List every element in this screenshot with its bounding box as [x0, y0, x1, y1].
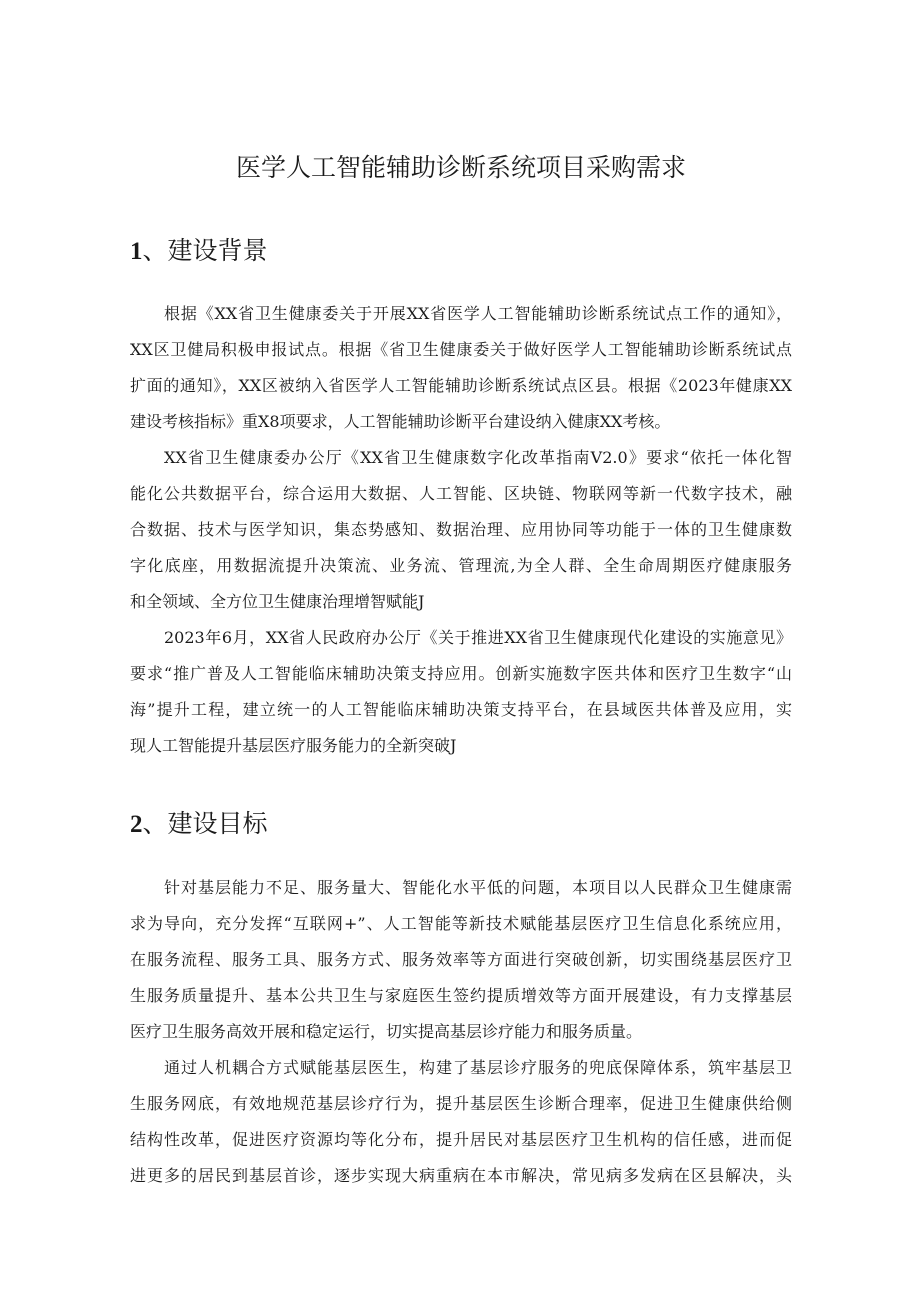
- paragraph-line: 海”提升工程，建立统一的人工智能临床辅助决策支持平台，在县域医共体普及应用，实: [130, 700, 792, 719]
- paragraph-line: 能化公共数据平台，综合运用大数据、人工智能、区块链、物联网等新一代数字技术，融: [130, 484, 792, 503]
- paragraph: [130, 620, 792, 764]
- paragraph-line: 现人工智能提升基层医疗服务能力的全新突破J: [130, 736, 457, 755]
- section-title: 、建设目标: [142, 809, 268, 838]
- paragraph-line: 通过人机耦合方式赋能基层医生，构建了基层诊疗服务的兜底保障体系，筑牢基层卫: [164, 1058, 792, 1077]
- section-title: 、建设背景: [142, 236, 268, 265]
- paragraph-line: 建设考核指标》重X8项要求，人工智能辅助诊断平台建设纳入健康XX考核。: [130, 412, 671, 431]
- paragraph-line: 根据《XX省卫生健康委关于开展XX省医学人工智能辅助诊断系统试点工作的通知》，: [164, 304, 792, 323]
- paragraph: [130, 870, 792, 1050]
- paragraph-line: 结构性改革，促进医疗资源均等化分布，提升居民对基层医疗卫生机构的信任感，进而促: [130, 1130, 792, 1149]
- paragraph-line: 合数据、技术与医学知识，集态势感知、数据治理、应用协同等功能于一体的卫生健康数: [130, 520, 792, 539]
- paragraph: [130, 296, 792, 440]
- section-number: 1: [130, 238, 143, 265]
- paragraph-line: 求为导向，充分发挥“互联网+”、人工智能等新技术赋能基层医疗卫生信息化系统应用，: [130, 914, 792, 933]
- paragraph-line: 生服务质量提升、基本公共卫生与家庭医生签约提质增效等方面开展建设，有力支撑基层: [130, 986, 792, 1005]
- document-title: 医学人工智能辅助诊断系统项目采购需求: [235, 153, 686, 182]
- paragraph-line: XX区卫健局积极申报试点。根据《省卫生健康委关于做好医学人工智能辅助诊断系统试点: [130, 340, 792, 359]
- paragraph-line: 扩面的通知》，XX区被纳入省医学人工智能辅助诊断系统试点区县。根据《2023年健康XX: [130, 376, 792, 395]
- paragraph-line: 和全领域、全方位卫生健康治理增智赋能J: [130, 592, 425, 611]
- paragraph-line: 针对基层能力不足、服务量大、智能化水平低的问题，本项目以人民群众卫生健康需: [164, 878, 792, 897]
- paragraph: [130, 440, 792, 620]
- paragraph-line: 2023年6月，XX省人民政府办公厅《关于推进XX省卫生健康现代化建设的实施意见》: [164, 628, 792, 647]
- section-heading-background: [130, 233, 268, 270]
- paragraph-line: 生服务网底，有效地规范基层诊疗行为，提升基层医生诊断合理率，促进卫生健康供给侧: [130, 1094, 792, 1113]
- paragraph-line: 医疗卫生服务高效开展和稳定运行，切实提高基层诊疗能力和服务质量。: [130, 1022, 643, 1041]
- paragraph: [130, 1050, 792, 1194]
- paragraph-line: 进更多的居民到基层首诊，逐步实现大病重病在本市解决，常见病多发病在区县解决，头: [130, 1166, 792, 1185]
- paragraph-line: 在服务流程、服务工具、服务方式、服务效率等方面进行突破创新，切实围绕基层医疗卫: [130, 950, 792, 969]
- paragraph-line: 要求“推广普及人工智能临床辅助决策支持应用。创新实施数字医共体和医疗卫生数字“山: [130, 664, 792, 683]
- section-number: 2: [130, 811, 143, 838]
- section-heading-goals: [130, 806, 268, 843]
- paragraph-line: XX省卫生健康委办公厅《XX省卫生健康数字化改革指南V2.0》要求“依托一体化智: [164, 448, 792, 467]
- paragraph-line: 字化底座，用数据流提升决策流、业务流、管理流,为全人群、全生命周期医疗健康服务: [130, 556, 792, 575]
